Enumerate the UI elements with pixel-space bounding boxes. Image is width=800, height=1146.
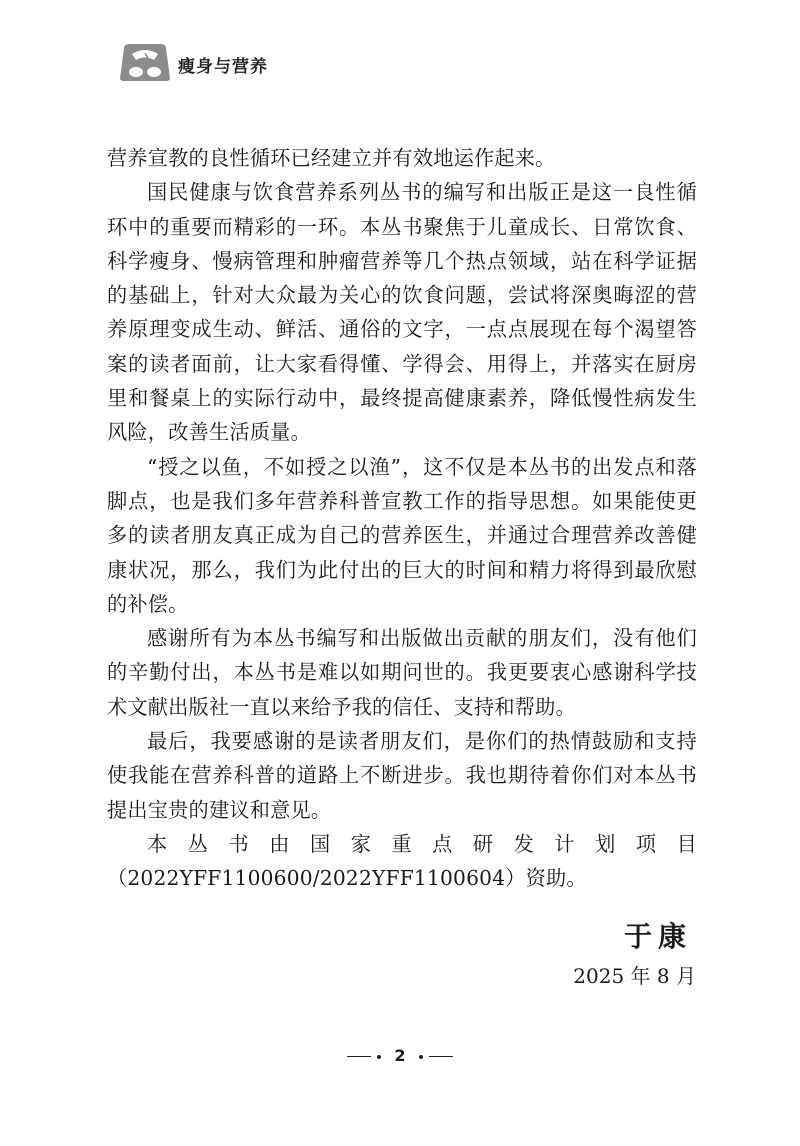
paragraph: “授之以鱼，不如授之以渔”，这不仅是本丛书的出发点和落脚点，也是我们多年营养科普宣教工作的指导思想。如果能使更多的读者朋友真正成为自己的营养医生，并通过合理营养改善健康状况，那么，我们为此付出的巨大的时间和精力将得到最欣慰的补偿。	[107, 454, 697, 616]
signature-name: 于康	[623, 920, 692, 953]
paragraph: 国民健康与饮食营养系列丛书的编写和出版正是这一良性循环中的重要而精彩的一环。本丛书聚焦于儿童成长、日常饮食、科学瘦身、慢病管理和肿瘤营养等几个热点领域，站在科学证据的基础上，针对大众最为关心的饮食问题，尝试将深奥晦涩的营养原理变成生动、鲜活、通俗的文字，一点点展现在每个渴望答案的读者面前，让大家看得懂、学得会、用得上，并落实在厨房里和餐桌上的实际行动中，最终提高健康素养，降低慢性病发生风险，改善生活质量。	[107, 180, 697, 445]
footer-dash	[429, 1056, 453, 1057]
paragraph: 营养宣教的良性循环已经建立并有效地运作起来。	[107, 146, 556, 170]
paragraph: 最后，我要感谢的是读者朋友们，是你们的热情鼓励和支持使我能在营养科普的道路上不断进步。我也期待着你们对本丛书提出宝贵的建议和意见。	[107, 729, 697, 822]
main-text	[107, 141, 697, 896]
paragraph: 感谢所有为本丛书编写和出版做出贡献的朋友们，没有他们的辛勤付出，本丛书是难以如期问世的。我更要衷心感谢科学技术文献出版社一直以来给予我的信任、支持和帮助。	[107, 626, 697, 719]
paragraph: 本丛书由国家重点研发计划项目（2022YFF1100600/2022YFF1100604）资助。	[107, 831, 697, 891]
footer-dash	[347, 1056, 371, 1057]
signature-date: 2025 年 8 月	[573, 964, 696, 988]
page-footer	[0, 1046, 800, 1065]
running-header	[118, 42, 518, 82]
page-number: 2	[394, 1046, 406, 1065]
weight-scale-icon	[118, 42, 172, 82]
footer-dot	[377, 1055, 381, 1059]
footer-dot	[419, 1055, 423, 1059]
section-title: 瘦身与营养	[178, 57, 268, 77]
